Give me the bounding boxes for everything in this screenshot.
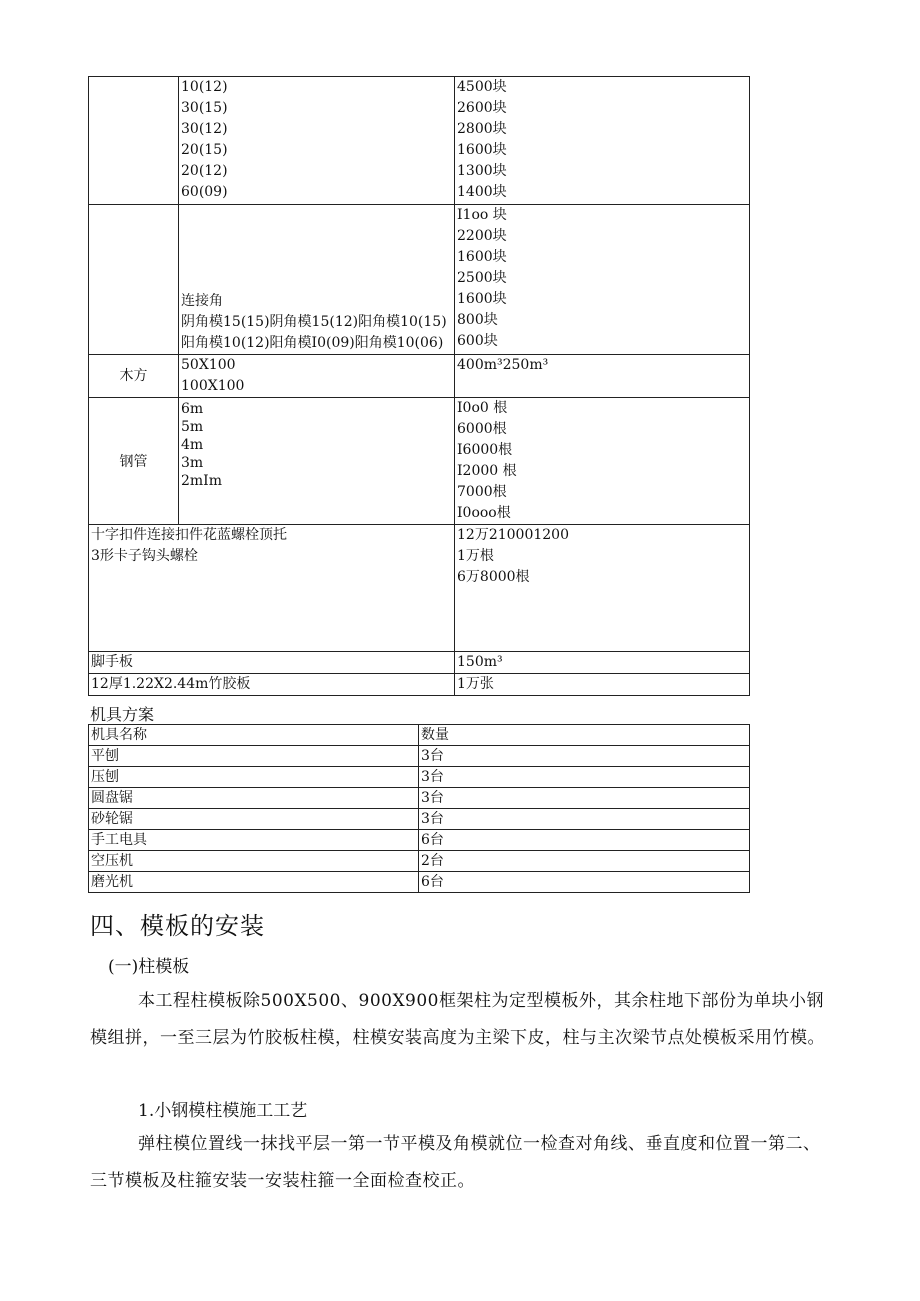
qty-line: 1600块 bbox=[457, 249, 507, 265]
header-name: 机具名称 bbox=[89, 725, 419, 746]
spec-line: 6m bbox=[181, 401, 204, 417]
machine-name: 平刨 bbox=[89, 746, 419, 767]
material-name-cell: 脚手板 bbox=[89, 652, 455, 674]
qty-line: 2200块 bbox=[457, 228, 507, 244]
machine-qty: 6台 bbox=[419, 830, 750, 851]
header-qty: 数量 bbox=[419, 725, 750, 746]
qty-line: I0ooo根 bbox=[457, 505, 511, 521]
body-paragraph: 弹柱模位置线一抹找平层一第一节平模及角模就位一检查对角线、垂直度和位置一第二、三节模板及柱箍安装一安装柱箍一全面检查校正。 bbox=[90, 1134, 821, 1191]
table-row bbox=[89, 851, 750, 872]
machine-name: 磨光机 bbox=[89, 872, 419, 893]
spec-line: 10(12) bbox=[181, 79, 228, 95]
qty-line: 800块 bbox=[457, 312, 498, 328]
qty-line: 1300块 bbox=[457, 163, 507, 179]
spec-line: 30(12) bbox=[181, 121, 228, 137]
table-row bbox=[89, 767, 750, 788]
qty-line: 1400块 bbox=[457, 184, 507, 200]
machinery-title: 机具方案 bbox=[90, 705, 155, 724]
table-header-row bbox=[89, 725, 750, 746]
qty-line: I1oo 块 bbox=[457, 207, 507, 223]
qty-line: 1600块 bbox=[457, 142, 507, 158]
qty-line: 600块 bbox=[457, 333, 498, 349]
material-spec-cell: 连接角 阴角模15(15)阴角模15(12)阳角模10(15)阳角模10(12)阳角模I0(09)阳角模10(06) bbox=[179, 205, 455, 355]
material-name-cell bbox=[89, 205, 179, 355]
machine-qty: 3台 bbox=[419, 809, 750, 830]
machine-qty: 2台 bbox=[419, 851, 750, 872]
table-row bbox=[89, 830, 750, 851]
table-row bbox=[89, 525, 750, 652]
material-qty-cell: 150m³ bbox=[455, 652, 750, 674]
qty-line: 6000根 bbox=[457, 421, 507, 437]
qty-line: I6000根 bbox=[457, 442, 513, 458]
qty-line: I2000 根 bbox=[457, 463, 517, 479]
table-row bbox=[89, 205, 750, 355]
spec-line: 50X100 bbox=[181, 357, 236, 373]
table-row bbox=[89, 355, 750, 398]
material-name-cell: 木方 bbox=[89, 355, 179, 398]
section-heading: 四、模板的安装 bbox=[90, 912, 265, 940]
machine-name: 压刨 bbox=[89, 767, 419, 788]
material-qty-cell bbox=[455, 205, 750, 355]
spec-line: 60(09) bbox=[181, 184, 228, 200]
spec-line: 3m bbox=[181, 455, 204, 471]
material-qty-cell bbox=[455, 525, 750, 652]
qty-line: 2500块 bbox=[457, 270, 507, 286]
table-row bbox=[89, 809, 750, 830]
qty-line: 1600块 bbox=[457, 291, 507, 307]
machine-name: 手工电具 bbox=[89, 830, 419, 851]
spec-line: 20(15) bbox=[181, 142, 228, 158]
machine-qty: 6台 bbox=[419, 872, 750, 893]
qty-line: 4500块 bbox=[457, 79, 507, 95]
table-row bbox=[89, 77, 750, 205]
qty-line: 2600块 bbox=[457, 100, 507, 116]
spec-line: 2mIm bbox=[181, 473, 222, 489]
machine-qty: 3台 bbox=[419, 767, 750, 788]
machine-name: 砂轮锯 bbox=[89, 809, 419, 830]
qty-line: 7000根 bbox=[457, 484, 507, 500]
qty-line: 2800块 bbox=[457, 121, 507, 137]
material-name-cell: 12厚1.22X2.44m竹胶板 bbox=[89, 674, 455, 696]
table-row bbox=[89, 398, 750, 525]
qty-line: I0o0 根 bbox=[457, 400, 508, 416]
qty-line: 1万根 bbox=[457, 548, 494, 564]
material-qty-cell: 1万张 bbox=[455, 674, 750, 696]
material-name-cell: 钢管 bbox=[89, 398, 179, 525]
table-row bbox=[89, 872, 750, 893]
qty-line: 6万8000根 bbox=[457, 569, 530, 585]
qty-line: 12万210001200 bbox=[457, 527, 569, 543]
machine-qty: 3台 bbox=[419, 746, 750, 767]
material-spec-cell bbox=[179, 398, 455, 525]
materials-table bbox=[88, 76, 750, 696]
body-paragraph: 本工程柱模板除500X500、900X900框架柱为定型模板外，其余柱地下部份为单块小钢模组拼，一至三层为竹胶板柱模，柱模安装高度为主梁下皮，柱与主次梁节点处模板采用竹模。 bbox=[90, 991, 825, 1048]
table-row bbox=[89, 788, 750, 809]
spec-line: 5m bbox=[181, 419, 204, 435]
material-spec-cell bbox=[179, 355, 455, 398]
material-qty-cell bbox=[455, 398, 750, 525]
table-row bbox=[89, 674, 750, 696]
spec-line: 30(15) bbox=[181, 100, 228, 116]
table-row bbox=[89, 652, 750, 674]
material-spec-cell bbox=[179, 77, 455, 205]
material-name-cell bbox=[89, 77, 179, 205]
spec-line: 4m bbox=[181, 437, 204, 453]
material-qty-cell: 400m³250m³ bbox=[455, 355, 750, 398]
spec-line: 20(12) bbox=[181, 163, 228, 179]
machine-name: 空压机 bbox=[89, 851, 419, 872]
section-subheading: (一)柱模板 bbox=[108, 957, 190, 977]
material-qty-cell bbox=[455, 77, 750, 205]
list-item-title: 1.小钢模柱模施工工艺 bbox=[138, 1101, 308, 1121]
material-name-cell: 十字扣件连接扣件花蓝螺栓顶托 3形卡子钩头螺栓 bbox=[89, 525, 455, 652]
machinery-table bbox=[88, 724, 750, 893]
machine-qty: 3台 bbox=[419, 788, 750, 809]
machine-name: 圆盘锯 bbox=[89, 788, 419, 809]
spec-line: 100X100 bbox=[181, 378, 245, 394]
table-row bbox=[89, 746, 750, 767]
